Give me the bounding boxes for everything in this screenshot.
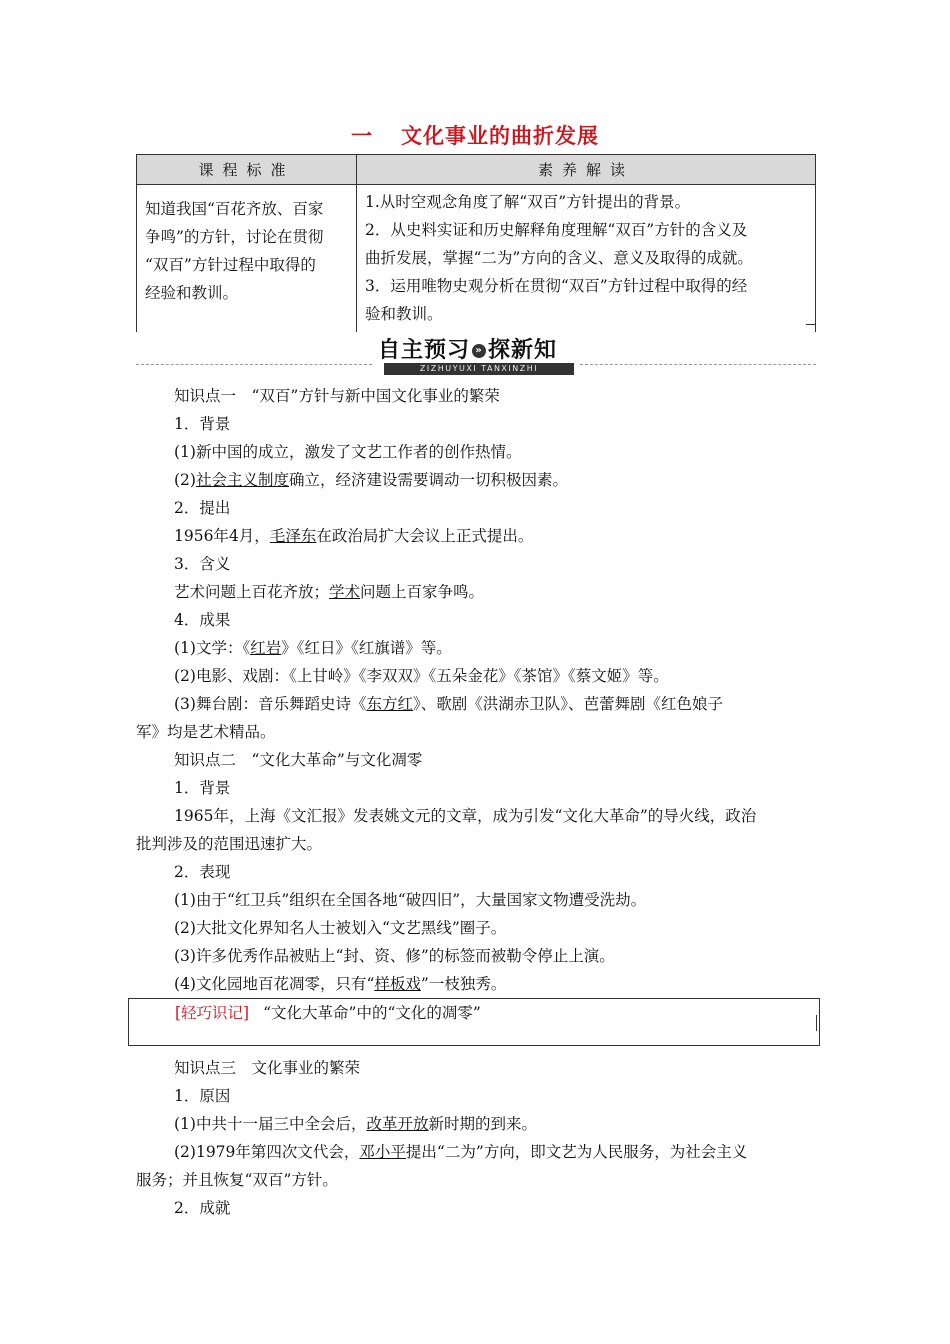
banner-pinyin: ZIZHUYUXI TANXINZHI [384,363,574,375]
memory-tip-box [128,998,820,1046]
text-span: (4)文化园地百花凋零，只有“ [174,975,375,993]
banner-left-text: 自主预习 [378,338,471,363]
standard-line: 经验和教训。 [145,284,239,302]
banner-heading [378,333,564,361]
header-literacy-interpretation: 素养解读 [357,155,816,185]
paragraph: (2)大批文化界知名人士被划入“文艺黑线”圈子。 [174,919,507,937]
memory-tip [175,1001,481,1025]
box-mark [816,1015,817,1031]
paragraph: (1)由于“红卫兵”组织在全国各地“破四旧”，大量国家文物遭受洗劫。 [174,891,647,909]
table-body-row [137,185,816,333]
paragraph [136,690,816,718]
standard-line: 争鸣”的方针，讨论在贯彻 [145,228,324,246]
header-curriculum-standard: 课程标准 [137,155,357,185]
section-banner [0,330,950,372]
text-span: 》、歌剧《洪湖赤卫队》、芭蕾舞剧《红色娘子 [412,695,723,713]
paragraph [136,634,816,662]
paragraph-continuation: 批判涉及的范围迅速扩大。 [136,835,323,853]
standard-line: 知道我国“百花齐放、百家 [145,200,324,218]
lesson-title: 文化事业的曲折发展 [401,124,599,148]
text-span: 确立，经济建设需要调动一切积极因素。 [288,471,568,489]
lesson-number: 一 [351,124,373,148]
text-span: (2)1979年第四次文代会， [174,1143,360,1161]
key-term: 样板戏 [374,975,421,993]
curriculum-standard-cell [137,185,357,333]
text-span: (2) [174,471,196,489]
standard-line: “双百”方针过程中取得的 [145,256,316,274]
page-title [0,120,950,150]
text-span: ”一枝独秀。 [420,975,507,993]
text-span: 》《红日》《红旗谱》等。 [281,639,452,657]
text-span: 在政治局扩大会议上正式提出。 [316,527,534,545]
paragraph: (2)电影、戏剧：《上甘岭》《李双双》《五朵金花》《茶馆》《蔡文姬》等。 [174,667,669,685]
subheading: 1．背景 [174,779,231,797]
text-span: 艺术问题上百花齐放； [174,583,330,601]
literacy-interpretation-cell [357,185,816,333]
text-span: 提出“二为”方向，即文艺为人民服务，为社会主义 [405,1143,748,1161]
text-span: 1956年4月， [174,527,270,545]
paragraph: (1)新中国的成立，激发了文艺工作者的创作热情。 [174,443,522,461]
double-arrow-icon: » [472,344,486,358]
standards-table [136,154,816,332]
text-span: (1)文学：《 [174,639,251,657]
interpretation-line: 验和教训。 [365,305,443,323]
key-term: 红岩 [250,639,282,657]
paragraph: 1965年，上海《文汇报》发表姚文元的文章，成为引发“文化大革命”的导火线，政治 [174,807,757,825]
subheading: 2．提出 [174,499,231,517]
text-span: 新时期的到来。 [428,1115,537,1133]
subheading: 1．背景 [174,415,231,433]
text-span: (1)中共十一届三中全会后， [174,1115,367,1133]
paragraph-continuation: 军》均是艺术精品。 [136,723,276,741]
paragraph [136,1138,816,1166]
knowledge-point-heading: 知识点三 文化事业的繁荣 [174,1059,361,1077]
main-content [136,382,816,998]
subheading: 1．原因 [174,1087,231,1105]
knowledge-point-heading: 知识点二 “文化大革命”与文化凋零 [174,751,423,769]
text-span: 问题上百家争鸣。 [360,583,485,601]
paragraph [136,1110,816,1138]
key-term: 社会主义制度 [195,471,289,489]
memory-tip-tag: [轻巧识记] [175,1004,250,1022]
interpretation-line: 2．从史料实证和历史解释角度理解“双百”方针的含义及 [365,221,748,239]
paragraph [136,970,816,998]
paragraph: (3)许多优秀作品被贴上“封、资、修”的标签而被勒令停止上演。 [174,947,615,965]
key-term: 邓小平 [359,1143,406,1161]
banner-divider-left [136,364,372,365]
paragraph [136,522,816,550]
paragraph-continuation: 服务；并且恢复“双百”方针。 [136,1171,338,1189]
banner-divider-right [580,364,816,365]
main-content-continued [136,1054,816,1222]
banner-right-text: 探新知 [488,338,558,363]
knowledge-point-heading: 知识点一 “双百”方针与新中国文化事业的繁荣 [174,387,500,405]
subheading: 4．成果 [174,611,231,629]
key-term: 毛泽东 [269,527,317,545]
text-span: (3)舞台剧：音乐舞蹈史诗《 [174,695,367,713]
key-term: 东方红 [366,695,413,713]
subheading: 2．表现 [174,863,231,881]
subheading: 2．成就 [174,1199,231,1217]
interpretation-line: 3．运用唯物史观分析在贯彻“双百”方针过程中取得的经 [365,277,748,295]
interpretation-line: 曲折发展，掌握“二为”方向的含义、意义及取得的成就。 [365,249,753,267]
paragraph [136,466,816,494]
key-term: 改革开放 [366,1115,429,1133]
interpretation-line: 1.从时空观念角度了解“双百”方针提出的背景。 [365,193,691,211]
table-end-mark [806,324,816,325]
table-header-row [137,155,816,185]
key-term: 学术 [329,583,361,601]
subheading: 3．含义 [174,555,231,573]
memory-tip-text: “文化大革命”中的“文化的凋零” [263,1004,481,1022]
paragraph [136,578,816,606]
